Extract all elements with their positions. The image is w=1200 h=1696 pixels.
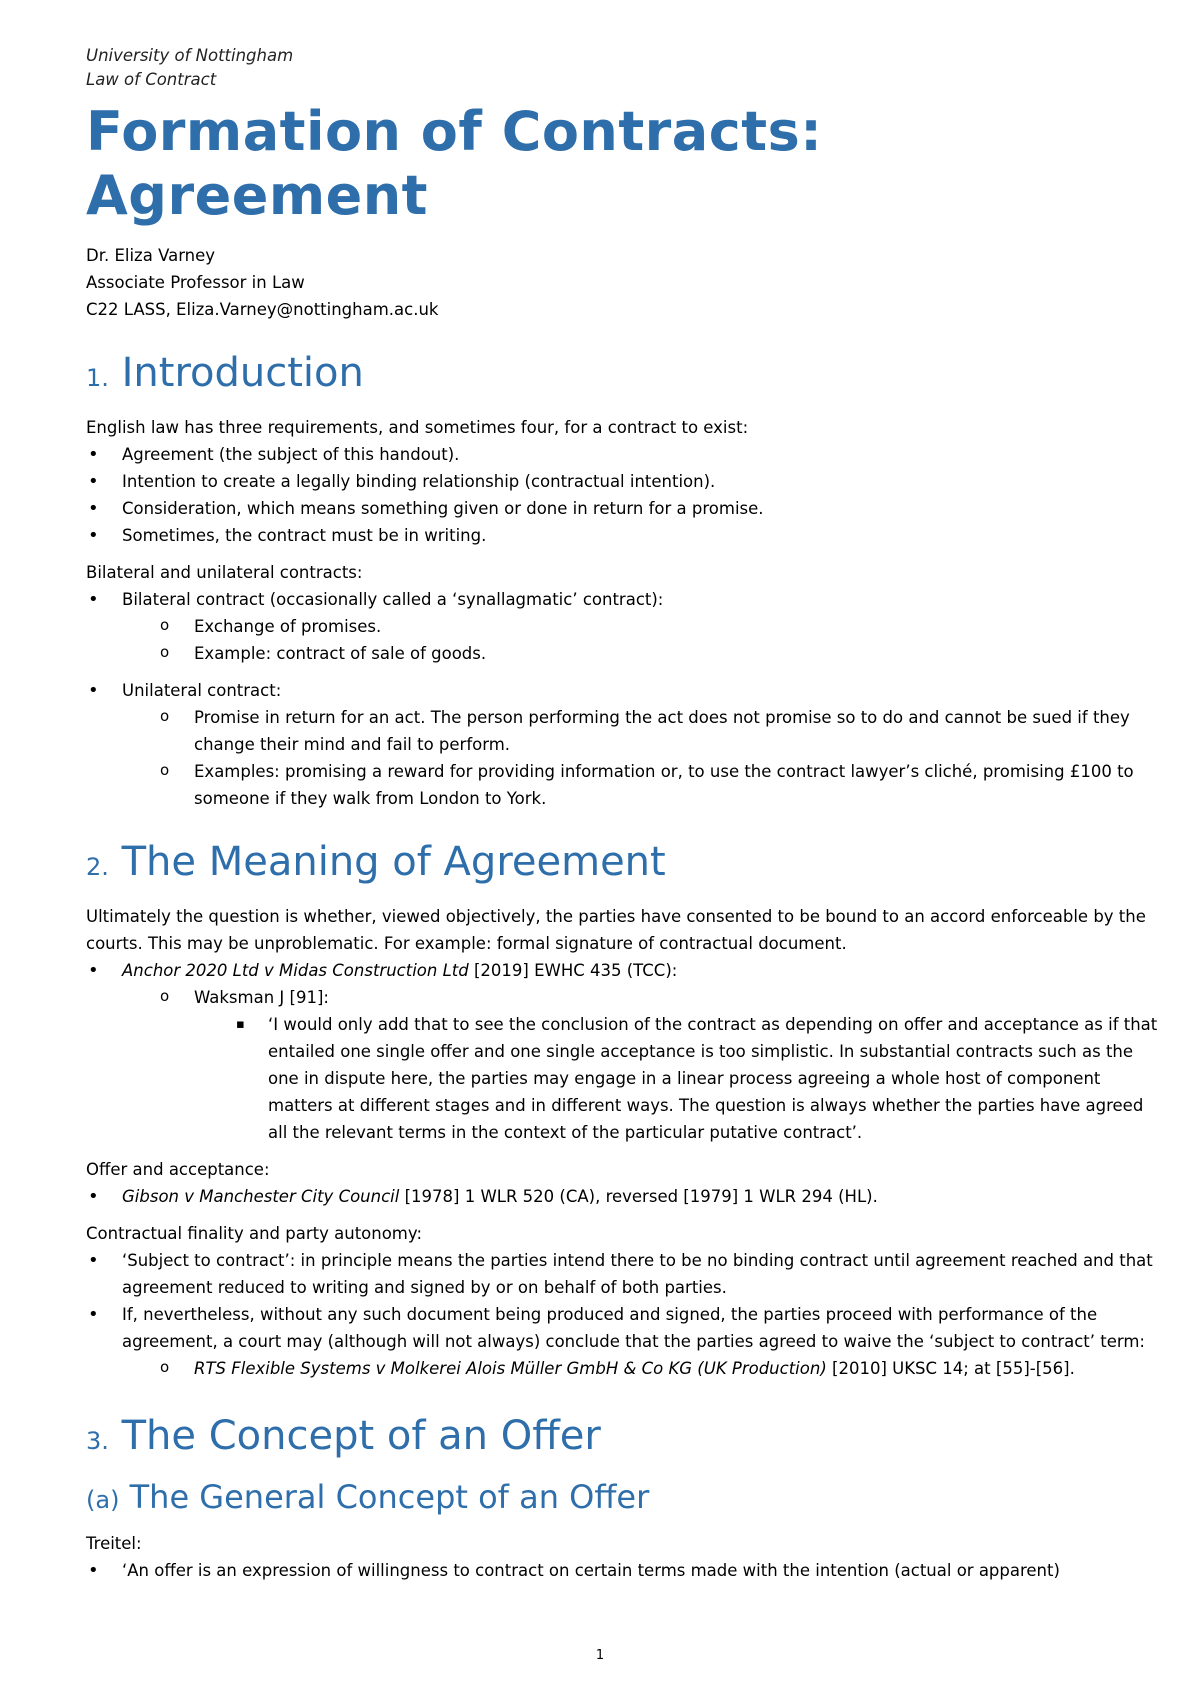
list-item: • ‘Subject to contract’: in principle means the parties intend there to be no binding contract until agreement reached and that agreement reduced to writing and signed by or on behalf of both parties. xyxy=(86,1247,1166,1301)
treitel-list xyxy=(86,1557,1166,1584)
offer-acceptance-intro: Offer and acceptance: xyxy=(86,1160,270,1179)
list-item: o Promise in return for an act. The person performing the act does not promise so to do and cannot be sued if they change their mind and fail to perform. xyxy=(86,704,1166,758)
section-1-heading: 1. Introduction xyxy=(86,350,364,396)
section-3-heading: 3. The Concept of an Offer xyxy=(86,1413,601,1459)
unilateral-list xyxy=(86,677,1166,812)
author-block xyxy=(86,242,1166,323)
list-item: • If, nevertheless, without any such document being produced and signed, the parties proceed with performance of the agreement, a court may (although will not always) conclude that the parties agreed to waive the ‘subject to contract’ term: xyxy=(86,1301,1166,1355)
module-name: Law of Contract xyxy=(86,70,217,89)
list-item: • Agreement (the subject of this handout). xyxy=(86,441,1166,468)
case-name: Gibson v Manchester City Council xyxy=(122,1187,400,1206)
page-number: 1 xyxy=(595,1648,605,1663)
list-item: o Exchange of promises. xyxy=(86,613,1166,640)
university-name: University of Nottingham xyxy=(86,46,294,65)
running-header xyxy=(86,44,1166,92)
author-name: Dr. Eliza Varney xyxy=(86,246,216,265)
requirements-list xyxy=(86,441,1166,549)
case-name: Anchor 2020 Ltd v Midas Construction Ltd xyxy=(122,961,469,980)
finality-intro: Contractual finality and party autonomy: xyxy=(86,1224,423,1243)
contract-types-list xyxy=(86,586,1166,667)
section-2-heading: 2. The Meaning of Agreement xyxy=(86,839,666,885)
quote-item: ▪ ‘I would only add that to see the conclusion of the contract as depending on offer and acceptance as if that entailed one single offer and one single acceptance is too simplistic. In substantial contracts such as the one in dispute here, the parties may engage in a linear process agreeing a whole host of component matters at different stages and in different ways. The question is always whether the parties have agreed all the relevant terms in the context of the particular putative contract’. xyxy=(86,1011,1166,1146)
anchor-list xyxy=(86,957,1166,1146)
list-item: o Examples: promising a reward for providing information or, to use the contract lawyer’s cliché, promising £100 to someone if they walk from London to York. xyxy=(86,758,1166,812)
case-name: RTS Flexible Systems v Molkerei Alois Müller GmbH & Co KG (UK Production) xyxy=(194,1359,827,1378)
treitel-label: Treitel: xyxy=(86,1534,142,1553)
list-item: • Bilateral contract (occasionally called a ‘synallagmatic’ contract): xyxy=(86,586,1166,613)
contract-types-intro: Bilateral and unilateral contracts: xyxy=(86,563,363,582)
requirements-intro: English law has three requirements, and sometimes four, for a contract to exist: xyxy=(86,418,749,437)
list-item: • Intention to create a legally binding relationship (contractual intention). xyxy=(86,468,1166,495)
agreement-intro: Ultimately the question is whether, viewed objectively, the parties have consented to be bound to an accord enforceable by the courts. This may be unproblematic. For example: formal signature of contractual document. xyxy=(86,907,1146,953)
list-item: o Example: contract of sale of goods. xyxy=(86,640,1166,667)
document-title: Formation of Contracts: Agreement xyxy=(86,100,823,227)
author-contact: C22 LASS, Eliza.Varney@nottingham.ac.uk xyxy=(86,300,439,319)
list-item: o RTS Flexible Systems v Molkerei Alois Müller GmbH & Co KG (UK Production) [2010] UKSC 14; at [55]-[56]. xyxy=(86,1355,1166,1382)
list-item: • Unilateral contract: xyxy=(86,677,1166,704)
finality-list xyxy=(86,1247,1166,1382)
list-item: o Waksman J [91]: xyxy=(86,984,1166,1011)
document-page xyxy=(86,44,1166,1584)
subsection-a-heading: (a) The General Concept of an Offer xyxy=(86,1478,650,1516)
list-item: • Gibson v Manchester City Council [1978] 1 WLR 520 (CA), reversed [1979] 1 WLR 294 (HL). xyxy=(86,1183,1166,1210)
quote-item: • ‘An offer is an expression of willingness to contract on certain terms made with the intention (actual or apparent) xyxy=(86,1557,1166,1584)
list-item: • Anchor 2020 Ltd v Midas Construction Ltd [2019] EWHC 435 (TCC): xyxy=(86,957,1166,984)
gibson-list xyxy=(86,1183,1166,1210)
author-role: Associate Professor in Law xyxy=(86,273,305,292)
list-item: • Consideration, which means something given or done in return for a promise. xyxy=(86,495,1166,522)
list-item: • Sometimes, the contract must be in writing. xyxy=(86,522,1166,549)
